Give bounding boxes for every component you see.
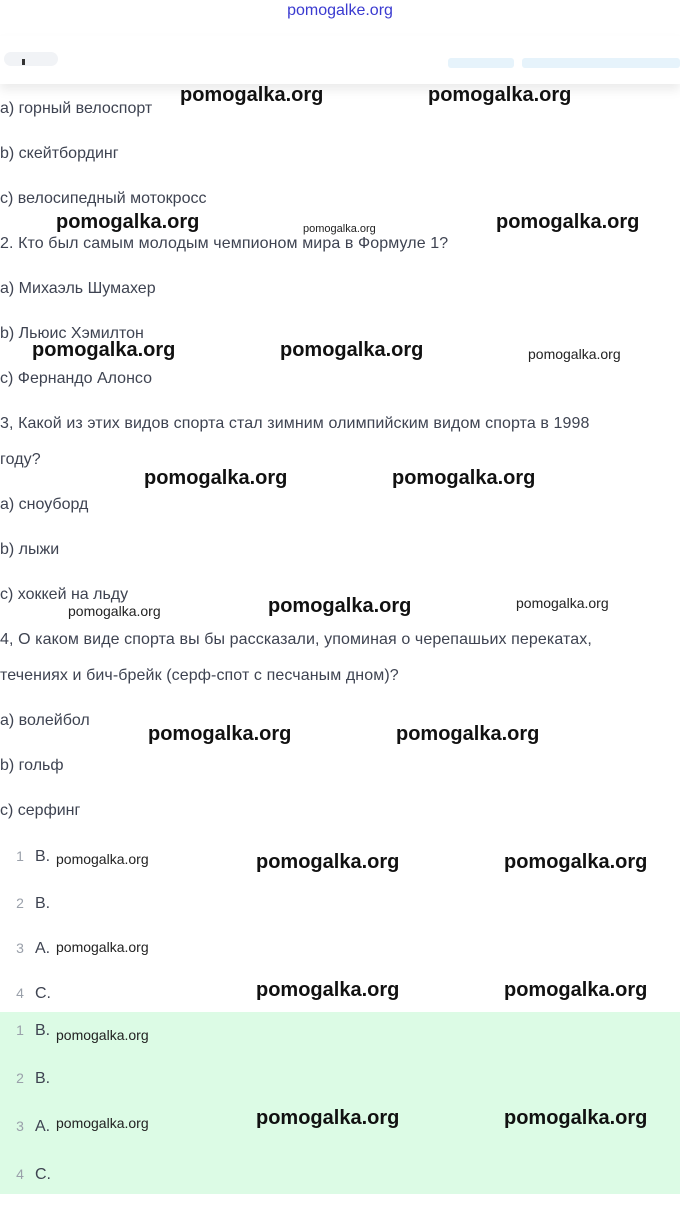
answer-number: 1 bbox=[16, 1022, 24, 1038]
watermark: pomogalka.org bbox=[56, 1115, 149, 1131]
question-3-line-2: году? bbox=[0, 451, 41, 468]
watermark: pomogalka.org bbox=[504, 851, 648, 873]
answer-number: 4 bbox=[16, 1166, 24, 1182]
q1-option-a: a) горный велоспорт bbox=[0, 100, 153, 117]
watermark: pomogalka.org bbox=[516, 595, 609, 611]
answer-value: C. bbox=[35, 985, 51, 1002]
q3-option-a: a) сноуборд bbox=[0, 496, 89, 513]
answer-number: 3 bbox=[16, 940, 24, 956]
watermark: pomogalka.org bbox=[180, 84, 324, 106]
answer-value: B. bbox=[35, 895, 51, 912]
q2-option-c: c) Фернандо Алонсо bbox=[0, 370, 152, 387]
answer-value: B. bbox=[35, 1070, 51, 1087]
watermark: pomogalka.org bbox=[56, 851, 149, 867]
answer-row bbox=[0, 895, 680, 939]
question-3-line-1: 3, Какой из этих видов спорта стал зимним олимпийским видом спорта в 1998 bbox=[0, 415, 590, 432]
answer-number: 3 bbox=[16, 1118, 24, 1134]
menu-icon bbox=[22, 59, 25, 65]
watermark: pomogalka.org bbox=[303, 223, 376, 235]
q4-option-b: b) гольф bbox=[0, 757, 64, 774]
menu-button[interactable] bbox=[4, 52, 58, 66]
toolbar-placeholder-field[interactable] bbox=[522, 58, 680, 68]
watermark: pomogalka.org bbox=[68, 603, 161, 619]
watermark: pomogalka.org bbox=[280, 339, 424, 361]
question-4-line-1: 4, О каком виде спорта вы бы рассказали, упоминая о черепашьих перекатах, bbox=[0, 631, 592, 648]
watermark: pomogalka.org bbox=[496, 211, 640, 233]
q3-option-b: b) лыжи bbox=[0, 541, 60, 558]
q4-option-a: a) волейбол bbox=[0, 712, 90, 729]
watermark: pomogalka.org bbox=[504, 1107, 648, 1129]
q4-option-c: c) серфинг bbox=[0, 802, 81, 819]
watermark: pomogalka.org bbox=[528, 346, 621, 362]
answer-number: 1 bbox=[16, 848, 24, 864]
answer-value: A. bbox=[35, 940, 51, 957]
answer-value: B. bbox=[35, 1022, 51, 1039]
watermark: pomogalka.org bbox=[144, 467, 288, 489]
q3-option-c: c) хоккей на льду bbox=[0, 586, 129, 603]
q1-option-c: c) велосипедный мотокросс bbox=[0, 190, 207, 207]
answer-number: 2 bbox=[16, 1070, 24, 1086]
q2-option-b: b) Льюис Хэмилтон bbox=[0, 325, 144, 342]
q2-option-a: a) Михаэль Шумахер bbox=[0, 280, 156, 297]
toolbar-placeholder-button[interactable] bbox=[448, 58, 514, 68]
question-4-line-2: течениях и бич-брейк (серф-спот с песчаным дном)? bbox=[0, 667, 399, 684]
watermark: pomogalka.org bbox=[32, 339, 176, 361]
watermark: pomogalka.org bbox=[56, 939, 149, 955]
watermark: pomogalka.org bbox=[256, 851, 400, 873]
watermark: pomogalka.org bbox=[428, 84, 572, 106]
answer-value: A. bbox=[35, 1118, 51, 1135]
answer-number: 2 bbox=[16, 895, 24, 911]
watermark: pomogalka.org bbox=[56, 1027, 149, 1043]
watermark: pomogalka.org bbox=[148, 723, 292, 745]
answer-value: B. bbox=[35, 848, 51, 865]
question-2: 2. Кто был самым молодым чемпионом мира в Формуле 1? bbox=[0, 235, 449, 252]
site-title[interactable]: pomogalke.org bbox=[287, 2, 393, 19]
watermark: pomogalka.org bbox=[392, 467, 536, 489]
watermark: pomogalka.org bbox=[504, 979, 648, 1001]
watermark: pomogalka.org bbox=[396, 723, 540, 745]
highlighted-answer-row bbox=[0, 1166, 680, 1210]
q1-option-b: b) скейтбординг bbox=[0, 145, 119, 162]
answer-value: C. bbox=[35, 1166, 51, 1183]
watermark: pomogalka.org bbox=[268, 595, 412, 617]
answer-number: 4 bbox=[16, 985, 24, 1001]
watermark: pomogalka.org bbox=[56, 211, 200, 233]
watermark: pomogalka.org bbox=[256, 979, 400, 1001]
top-toolbar bbox=[0, 36, 680, 84]
watermark: pomogalka.org bbox=[256, 1107, 400, 1129]
